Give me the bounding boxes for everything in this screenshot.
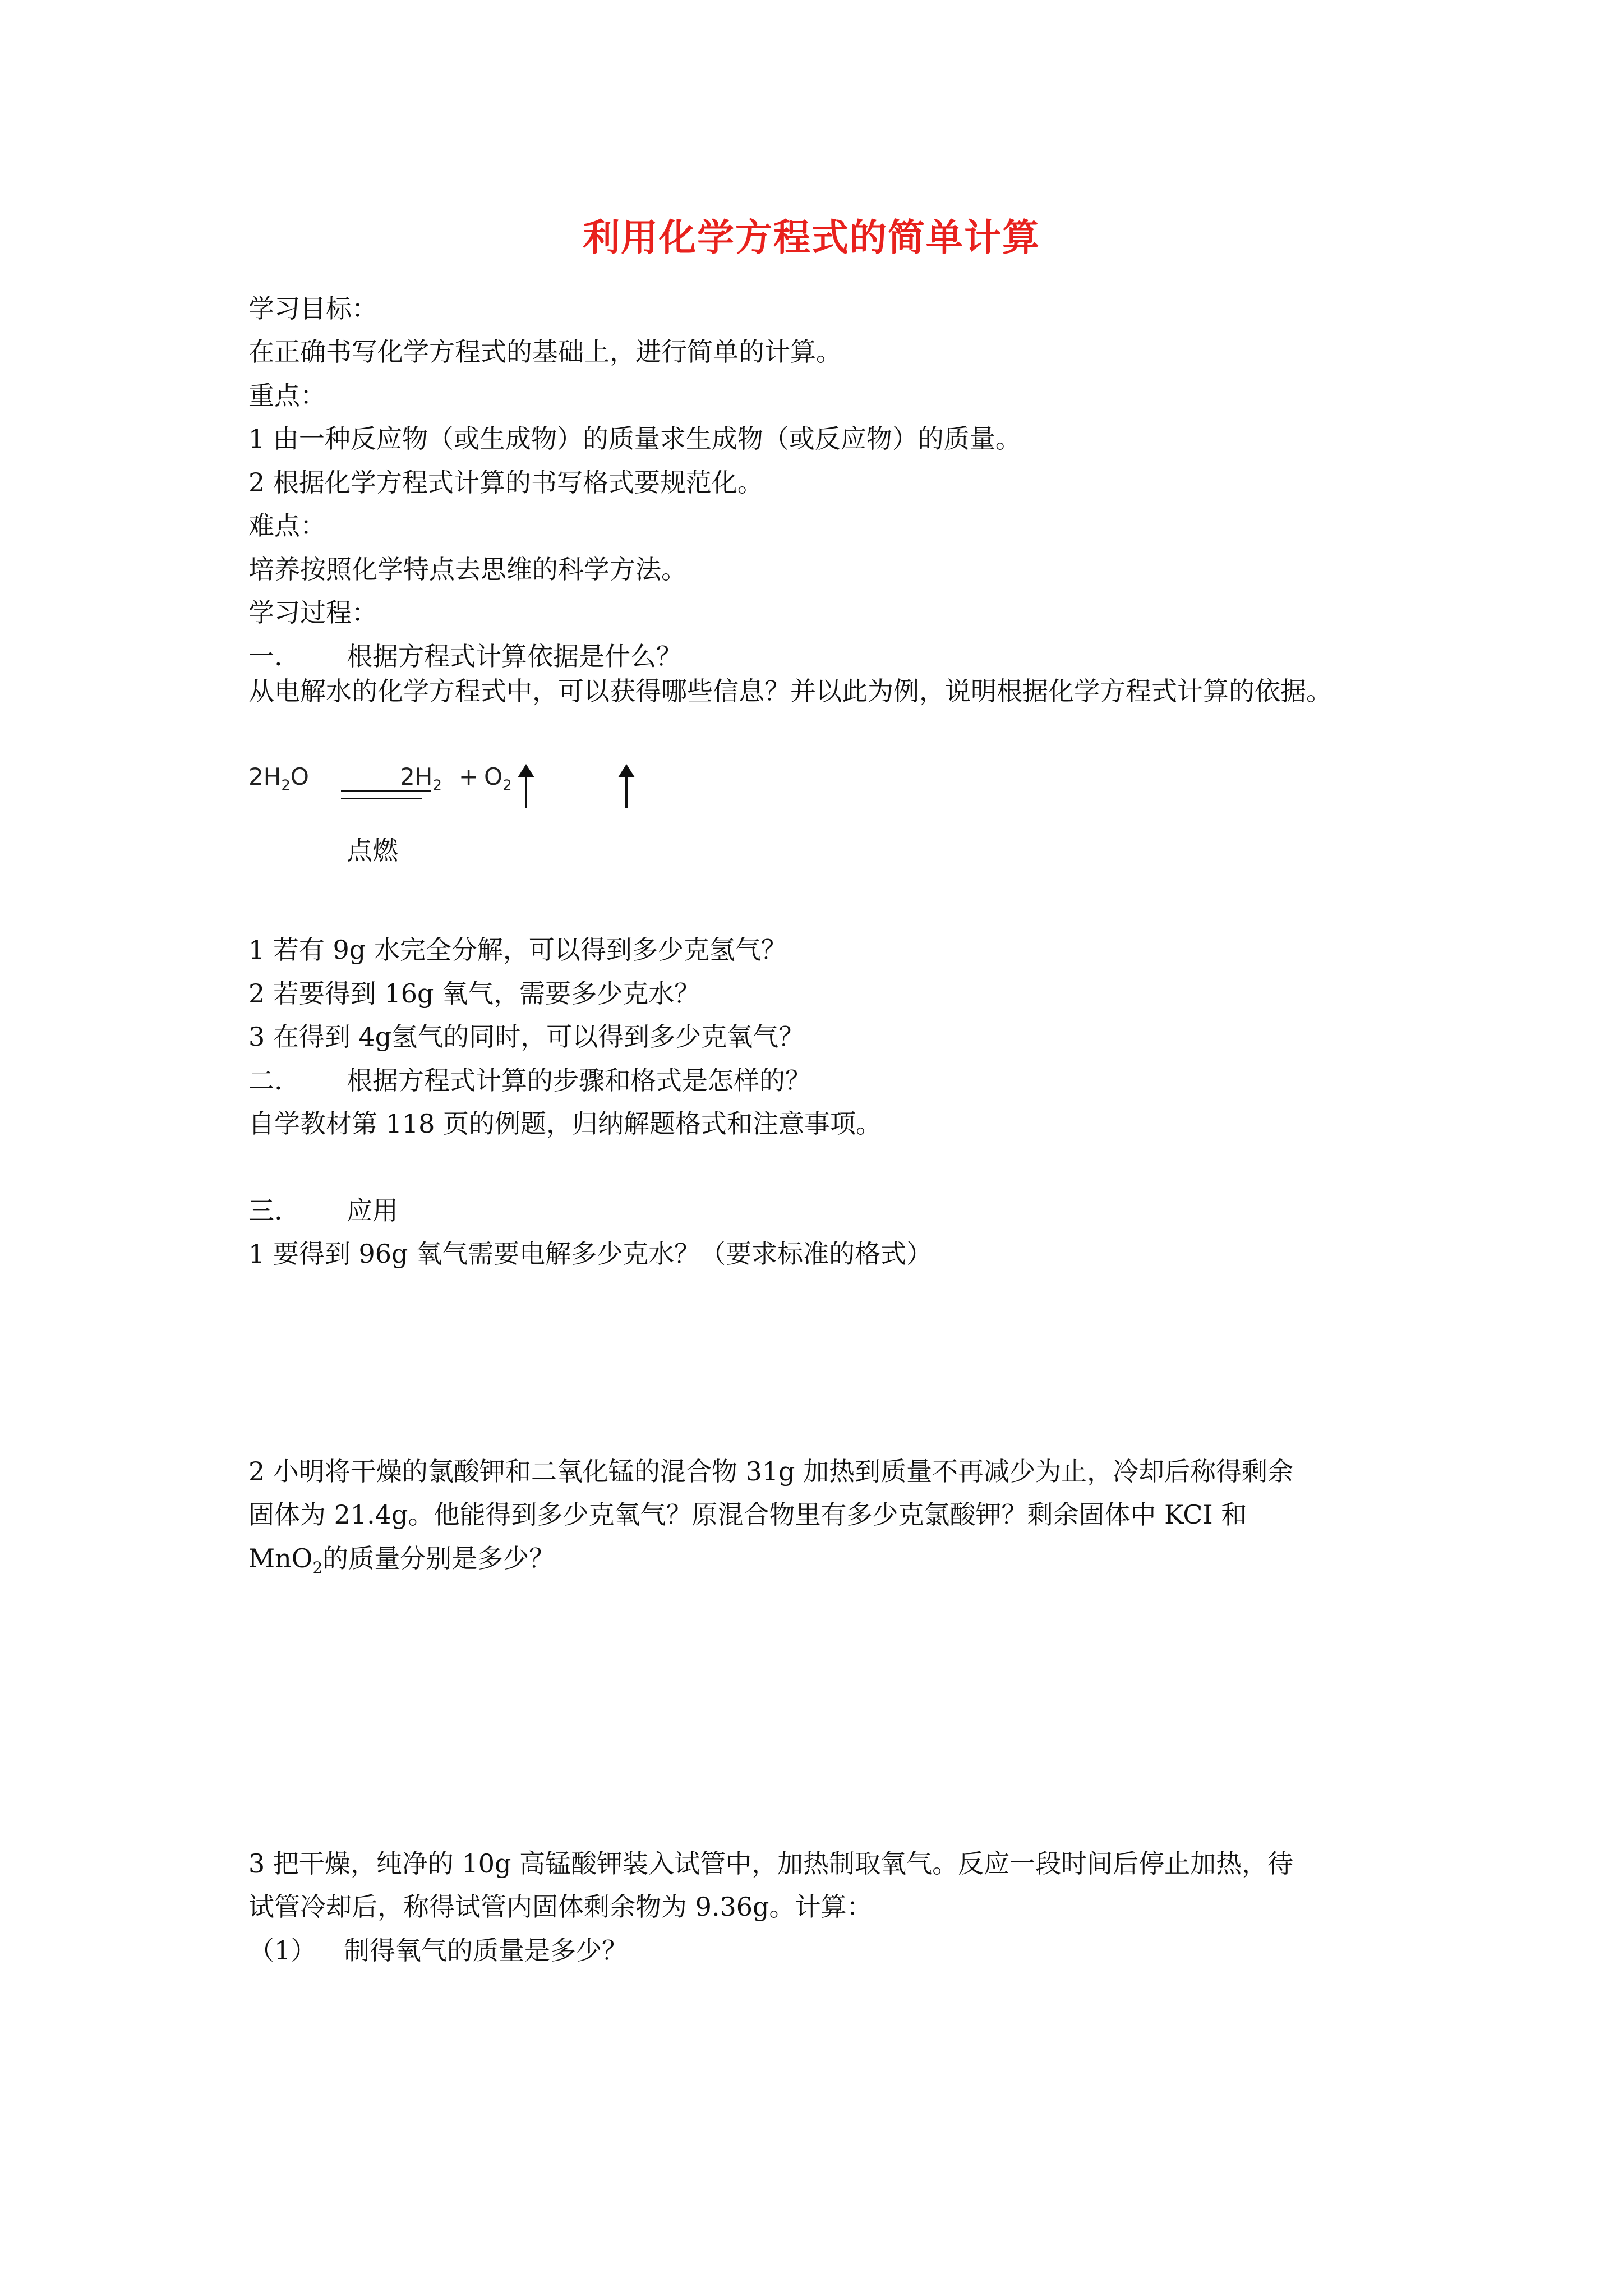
section-title: 应用 — [347, 1195, 398, 1226]
application-question-3: 3 把干燥，纯净的 10g 高锰酸钾装入试管中，加热制取氧气。反应一段时间后停止加热，待 — [248, 1848, 1294, 1879]
section2-text: 自学教材第 118 页的例题，归纳解题格式和注意事项。 — [248, 1108, 882, 1139]
application-question-1: 1 要得到 96g 氧气需要电解多少克水？（要求标准的格式） — [248, 1239, 933, 1269]
equation-plus: + — [459, 763, 479, 790]
process-heading: 学习过程： — [248, 597, 377, 628]
difficulty-text: 培养按照化学特点去思维的科学方法。 — [248, 554, 687, 585]
gas-arrow-icon — [625, 774, 628, 808]
gas-arrow-icon — [525, 774, 527, 808]
sub-question-text: 制得氧气的质量是多少？ — [344, 1935, 628, 1966]
equation-reactant: $2H_2O$ — [248, 763, 309, 794]
objectives-heading: 学习目标： — [248, 293, 377, 324]
section-heading — [248, 1194, 398, 1227]
section-number: 二. — [248, 1065, 283, 1096]
section-heading — [248, 639, 682, 673]
sub-question — [248, 1934, 628, 1967]
question-item: 2 若要得到 16g 氧气，需要多少克水？ — [248, 978, 700, 1009]
page-title: 利用化学方程式的简单计算 — [583, 215, 1040, 259]
question-item: 1 若有 9g 水完全分解，可以得到多少克氢气？ — [248, 935, 787, 965]
difficulty-heading: 难点： — [248, 510, 326, 541]
objectives-text: 在正确书写化学方程式的基础上，进行简单的计算。 — [248, 337, 842, 367]
equation-product2: $O_2$ — [484, 763, 512, 794]
chemical-equation — [248, 757, 753, 881]
sub-question-number: （1） — [248, 1935, 317, 1966]
equation-condition: 点燃 — [347, 835, 398, 866]
section-heading — [248, 1064, 811, 1097]
application-question-2-cont: MnO$_2$的质量分别是多少？ — [248, 1543, 555, 1577]
key-point-item: 1 由一种反应物（或生成物）的质量求生成物（或反应物）的质量。 — [248, 424, 1021, 454]
section-title: 根据方程式计算的步骤和格式是怎样的？ — [347, 1065, 811, 1096]
application-question-3-cont: 试管冷却后，称得试管内固体剩余物为 9.36g。计算： — [248, 1892, 873, 1922]
question-item: 3 在得到 4g氢气的同时，可以得到多少克氧气？ — [248, 1022, 805, 1052]
section-number: 一. — [248, 641, 283, 671]
section1-prompt: 从电解水的化学方程式中，可以获得哪些信息？并以此为例，说明根据化学方程式计算的依据。 — [248, 676, 1332, 706]
key-points-heading: 重点： — [248, 380, 326, 411]
application-question-2: 2 小明将干燥的氯酸钾和二氧化锰的混合物 31g 加热到质量不再减少为止，冷却后称得剩余 — [248, 1456, 1294, 1487]
equation-product1: $2H_2$ — [400, 763, 442, 794]
section-number: 三. — [248, 1195, 283, 1226]
section-title: 根据方程式计算依据是什么？ — [347, 641, 682, 671]
key-point-item: 2 根据化学方程式计算的书写格式要规范化。 — [248, 467, 763, 498]
application-question-2-cont: 固体为 21.4g。他能得到多少克氧气？原混合物里有多少克氯酸钾？剩余固体中 KCI 和 — [248, 1499, 1247, 1530]
